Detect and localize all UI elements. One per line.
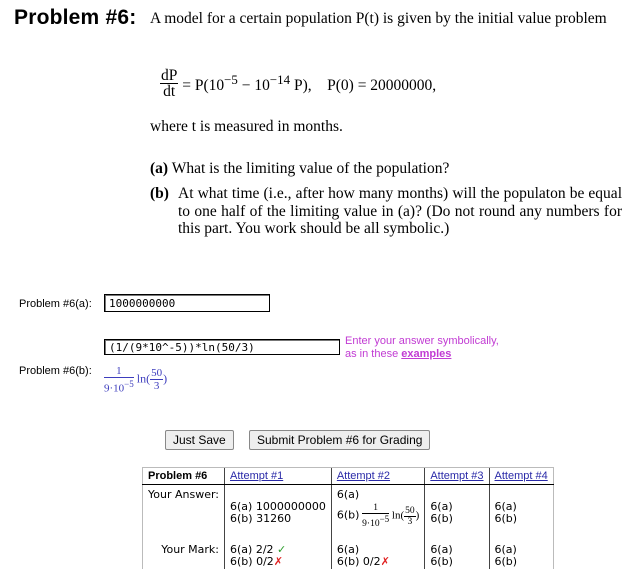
attempt-1-mark [225,530,332,569]
attempt-3-link[interactable]: Attempt #3 [430,470,484,482]
cross-icon: ✗ [380,555,390,569]
attempt-1-mark-b-text: 6(b) 0/2 [230,555,274,569]
preview-den-base: 9·10 [104,382,125,395]
your-answer-label: Your Answer: [143,485,225,531]
attempt-4-answer-b: 6(b) [494,512,518,525]
preview-denominator [104,378,134,395]
attempt-4-answer [489,485,553,531]
your-mark-row [143,530,554,569]
attempt-3-mark-b: 6(b) [430,555,453,569]
just-save-button[interactable]: Just Save [165,430,234,450]
attempt-3-mark [425,530,489,569]
attempt-1-mark-b [230,556,326,568]
preview-den-exp: −5 [124,379,134,389]
your-mark-label: Your Mark: [143,530,225,569]
preview-numerator: 1 [104,365,134,378]
attempt-2-mark-a: 6(a) [336,543,360,557]
preview-fraction [104,365,134,395]
attempt-2-mark [331,530,424,569]
hint-line-2 [345,348,499,361]
attempt-2-inner-num: 50 [405,505,415,516]
differential-equation [160,68,436,108]
attempts-header-4 [489,468,553,485]
attempt-2-frac-den [362,514,389,529]
dt-denominator: dt [163,83,176,100]
attempts-header-1 [225,468,332,485]
attempt-2-mark-b-text: 6(b) 0/2 [336,555,381,569]
attempt-3-answer [425,485,489,531]
attempt-4-mark-b: 6(b) [494,555,518,569]
dp-dt-fraction [160,68,178,99]
attempt-3-mark-a: 6(a) [430,543,453,557]
preview-close-paren: ) [163,371,168,386]
attempt-2-answer-b-label: 6(b) [336,508,360,522]
your-answer-row [143,485,554,531]
attempt-1-link[interactable]: Attempt #1 [230,470,284,482]
attempt-2-link[interactable]: Attempt #2 [336,470,391,482]
submit-button[interactable]: Submit Problem #6 for Grading [249,430,430,450]
equation-rhs-start: = P(10 [182,77,225,95]
attempt-4-link[interactable]: Attempt #4 [494,470,548,482]
preview-ln: ln( [136,371,151,386]
cross-icon: ✗ [273,555,283,569]
attempt-1-answer-b: 6(b) 31260 [230,512,292,525]
equation-tail: P), [290,77,312,95]
attempts-header-problem: Problem #6 [143,468,225,485]
attempt-2-inner-den: 3 [407,516,413,527]
attempt-2-answer-b [337,503,419,529]
hint-line-1: Enter your answer symbolically, [345,335,499,347]
attempts-header-2 [331,468,424,485]
attempt-2-frac-den-exp: −5 [379,514,390,524]
attempt-3-answer-a: 6(a) [430,500,453,513]
attempt-2-ln: ln( [391,509,405,522]
attempt-2-answer-a: 6(a) [336,488,360,501]
part-a-text: What is the limiting value of the population? [171,160,450,177]
problem-heading: Problem #6: [14,6,137,29]
answer-b-preview [104,365,167,395]
initial-condition: P(0) = 20000000, [327,77,437,95]
exponent-1: −5 [224,71,238,87]
answer-b-label: Problem #6(b): [19,365,92,377]
problem-intro: A model for a certain population P(t) is given by the initial value problem [150,10,607,27]
answer-b-input[interactable]: (1/(9*10^-5))*ln(50/3) [104,339,340,355]
part-b-label: (b) [150,185,169,202]
preview-inner-num: 50 [151,367,163,380]
attempt-1-answer [225,485,332,531]
attempt-2-fraction [362,503,389,529]
exponent-2: −14 [269,71,291,87]
answer-a-input[interactable]: 1000000000 [104,294,270,312]
equation-rhs [182,72,436,95]
attempt-4-mark [489,530,553,569]
symbolic-hint [345,335,499,361]
attempt-4-answer-a: 6(a) [494,500,517,513]
preview-inner-fraction [150,367,163,392]
where-text: where t is measured in months. [150,118,343,135]
part-b-text: At what time (i.e., after how many months) will the populaton be equal to one half of the limiting value in (a)? (Do not round any numbers for this part. You work should be all symbolic.) [178,185,622,237]
part-b [150,185,622,238]
attempt-2-answer [331,485,424,531]
hint-line-2-text: as in these [345,348,402,360]
attempt-2-close-paren: ) [415,509,420,522]
answer-a-label: Problem #6(a): [19,298,92,310]
dp-numerator: dP [161,67,178,84]
attempts-header-3 [425,468,489,485]
part-a [150,160,449,178]
attempt-3-answer-b: 6(b) [430,512,453,525]
attempts-header-row [143,468,554,485]
attempt-2-inner-fraction [404,506,416,527]
attempt-2-frac-num: 1 [362,503,389,514]
equation-minus: − 10 [237,77,270,95]
attempt-2-frac-den-base: 9·10 [362,519,380,530]
preview-inner-den: 3 [153,380,160,393]
attempt-2-mark-b [337,556,419,568]
part-a-label: (a) [150,160,169,177]
check-icon: ✓ [277,543,287,557]
attempts-table [142,467,554,569]
examples-link[interactable]: examples [401,348,452,360]
attempt-4-mark-a: 6(a) [494,543,517,557]
attempt-1-mark-a-text: 6(a) 2/2 [230,543,274,557]
attempt-1-answer-a: 6(a) 1000000000 [230,500,326,513]
